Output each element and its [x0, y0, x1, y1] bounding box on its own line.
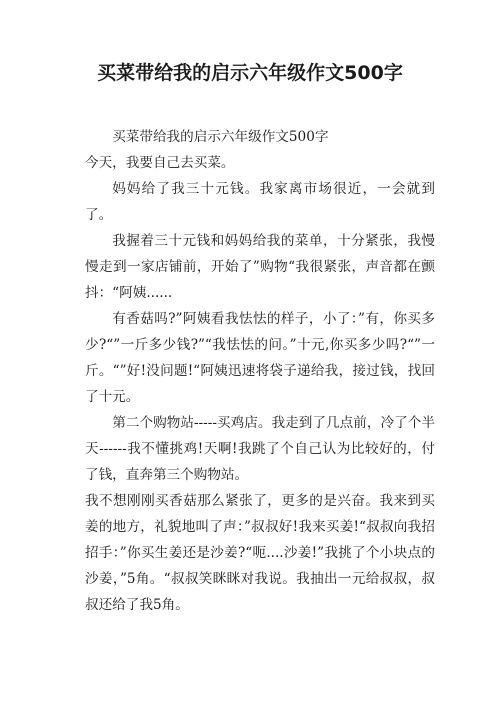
paragraph: 有香菇吗?”阿姨看我怯怯的样子，小了：”有，你买多少?“”一斤多少钱?”“我怯怯的问。”十元,你买多少吗?“”一斤。“”好!没问题!“阿姨迅速将袋子递给我，接过钱，找回了十元。	[85, 311, 435, 405]
document-title: 买菜带给我的启示六年级作文500字	[97, 62, 403, 84]
paragraph: 今天，我要自己去买菜。	[85, 155, 235, 171]
paragraph: 我握着三十元钱和妈妈给我的菜单，十分紧张，我慢慢走到一家店铺前，开始了”购物“我很紧张，声音都在颤抖：“阿姨......	[85, 233, 435, 301]
document-body	[85, 124, 435, 618]
paragraph: 第二个购物站-----买鸡店。我走到了几点前，冷了个半天------我不懂挑鸡!天啊!我跳了个自己认为比较好的，付了钱，直奔第三个购物站。	[85, 415, 435, 483]
paragraph: 买菜带给我的启示六年级作文500字	[112, 129, 329, 145]
paragraph: 妈妈给了我三十元钱。我家离市场很近，一会就到了。	[85, 181, 435, 223]
paragraph: 我不想刚刚买香菇那么紧张了，更多的是兴奋。我来到买姜的地方，礼貌地叫了声：”叔叔好!我来买姜!“叔叔向我招招手：”你买生姜还是沙姜?“呃....沙姜!”我挑了个小块点的沙姜，”5角。“叔叔笑眯眯对我说。我抽出一元给叔叔，叔叔还给了我5角。	[85, 493, 435, 613]
